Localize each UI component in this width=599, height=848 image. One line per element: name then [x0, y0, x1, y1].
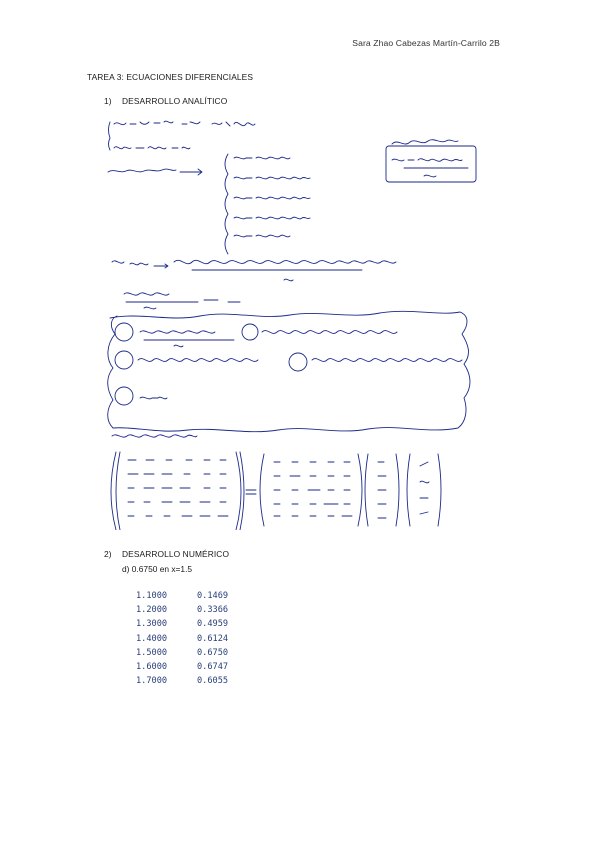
table-row	[136, 662, 228, 676]
section-1-number: 1)	[104, 96, 112, 106]
section-1-heading	[104, 96, 227, 106]
section-2-title: DESARROLLO NUMÉRICO	[122, 549, 230, 559]
y-value: 0.1469	[197, 591, 229, 601]
results-table	[136, 591, 228, 690]
author-header: Sara Zhao Cabezas Martín-Carrilo 2B	[352, 38, 500, 48]
x-value: 1.1000	[136, 591, 168, 601]
y-value: 0.4959	[197, 619, 229, 630]
table-row	[136, 605, 228, 619]
document-title: TAREA 3: ECUACIONES DIFERENCIALES	[87, 72, 254, 82]
table-row	[136, 648, 228, 662]
numeric-answer: d) 0.6750 en x=1.5	[122, 564, 193, 574]
table-row	[136, 676, 228, 690]
x-value: 1.2000	[136, 605, 168, 616]
section-1-title: DESARROLLO ANALÍTICO	[122, 96, 228, 106]
x-value: 1.4000	[136, 633, 168, 644]
table-row	[136, 619, 228, 633]
table-row	[136, 634, 228, 648]
y-value: 0.6747	[197, 661, 229, 672]
x-value: 1.5000	[136, 647, 168, 658]
x-value: 1.3000	[136, 619, 168, 630]
y-value: 0.6055	[197, 676, 229, 687]
table-row	[136, 591, 228, 605]
section-2-heading	[104, 549, 229, 559]
x-value: 1.7000	[136, 676, 168, 687]
y-value: 0.6750	[197, 647, 229, 658]
y-value: 0.3366	[197, 605, 229, 616]
y-value: 0.6124	[197, 633, 229, 644]
section-2-number: 2)	[104, 549, 112, 559]
handwritten-work-image	[104, 110, 489, 530]
x-value: 1.6000	[136, 661, 168, 672]
